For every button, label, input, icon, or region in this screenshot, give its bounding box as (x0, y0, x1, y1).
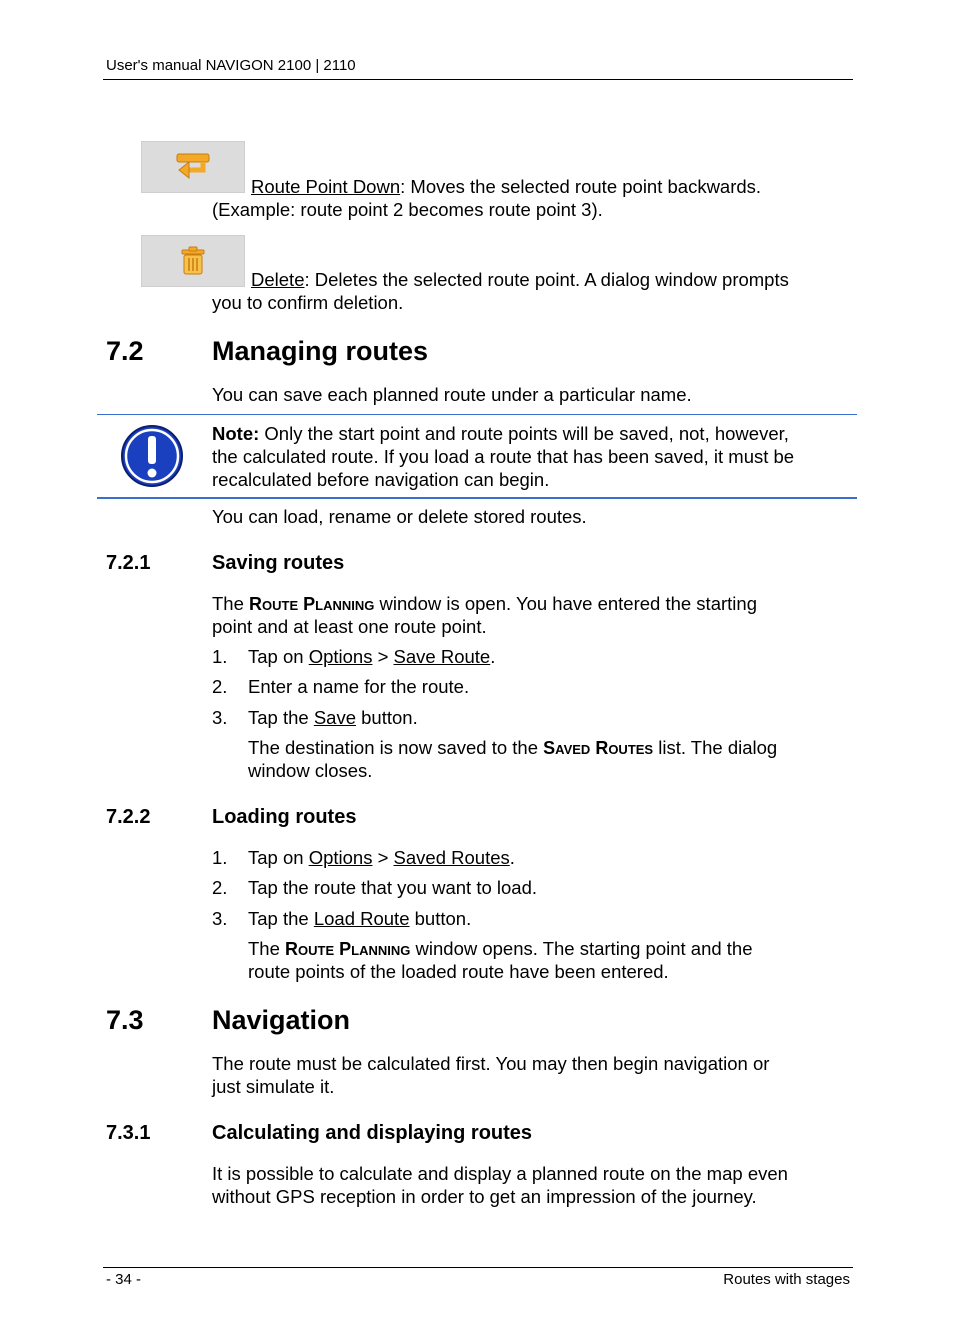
delete-desc-line1: Delete: Deletes the selected route point. A dialog window prompts (251, 269, 789, 290)
sec722-result-line2: route points of the loaded route have been entered. (248, 961, 669, 982)
options-link[interactable]: Options (308, 646, 373, 667)
route-point-down-desc-line2: (Example: route point 2 becomes route point 3). (212, 199, 603, 220)
chapter-name: Routes with stages (723, 1271, 850, 1288)
sec73-line1: The route must be calculated first. You may then begin navigation or (212, 1053, 770, 1074)
sec72-text: You can save each planned route under a particular name. (212, 384, 692, 405)
sec721-p1-line1: The Route Planning window is open. You have entered the starting (212, 593, 757, 614)
running-header: User's manual NAVIGON 2100 | 2110 (106, 57, 356, 74)
delete-button-image (141, 235, 245, 287)
sec721-step-1: 1. Tap on Options > Save Route. (212, 646, 496, 667)
save-route-link[interactable]: Save Route (393, 646, 491, 667)
route-point-down-icon (175, 152, 211, 182)
save-link[interactable]: Save (313, 707, 356, 728)
sec731-line2: without GPS reception in order to get an impression of the journey. (212, 1186, 757, 1207)
saved-routes-link[interactable]: Saved Routes (393, 847, 510, 868)
sec722-step-2: 2. Tap the route that you want to load. (212, 877, 537, 898)
route-point-down-button-image (141, 141, 245, 193)
note-line1: Note: Only the start point and route points will be saved, not, however, (212, 423, 789, 444)
sec721-p1-line2: point and at least one route point. (212, 616, 487, 637)
sec721-step-2: 2. Enter a name for the route. (212, 676, 470, 697)
delete-desc-line2: you to confirm deletion. (212, 292, 404, 313)
route-point-down-link[interactable]: Route Point Down (251, 176, 401, 197)
sec721-step-3: 3. Tap the Save button. (212, 707, 418, 728)
note-bottom-rule (97, 497, 857, 499)
sec731-line1: It is possible to calculate and display a planned route on the map even (212, 1163, 788, 1184)
note-icon-wrap (120, 424, 184, 493)
sec722-step-1: 1. Tap on Options > Saved Routes. (212, 847, 515, 868)
note-top-rule (97, 414, 857, 415)
options-link[interactable]: Options (308, 847, 373, 868)
sec72-after-note: You can load, rename or delete stored routes. (212, 506, 587, 527)
sec722-step-3: 3. Tap the Load Route button. (212, 908, 472, 929)
delete-link[interactable]: Delete (251, 269, 305, 290)
load-route-link[interactable]: Load Route (313, 908, 410, 929)
page-number: - 34 - (106, 1271, 142, 1288)
sec722-result-line1: The Route Planning window opens. The starting point and the (248, 938, 753, 959)
trash-icon (179, 246, 207, 276)
exclamation-icon (120, 424, 184, 488)
sec73-line2: just simulate it. (212, 1076, 335, 1097)
sec721-result-line1: The destination is now saved to the Saved Routes list. The dialog (248, 737, 778, 758)
footer-rule (103, 1267, 853, 1268)
note-line3: recalculated before navigation can begin. (212, 469, 550, 490)
route-point-down-desc-line1: Route Point Down: Moves the selected route point backwards. (251, 176, 762, 197)
header-rule (103, 79, 853, 80)
note-line2: the calculated route. If you load a route that has been saved, it must be (212, 446, 795, 467)
sec721-result-line2: window closes. (248, 760, 373, 781)
